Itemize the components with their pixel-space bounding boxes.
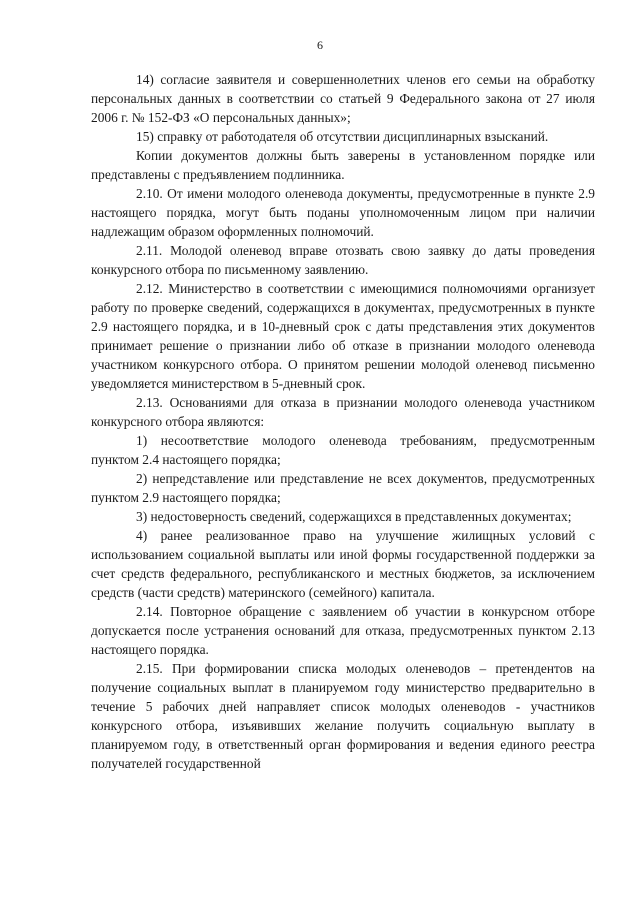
paragraph-copies-note: Копии документов должны быть заверены в установленном порядке или представлены с предъявлением подлинника.: [91, 148, 595, 182]
paragraph-2-14: 2.14. Повторное обращение с заявлением об участии в конкурсном отборе допускается после устранения оснований для отказа, предусмотренных пунктом 2.13 настоящего порядка.: [91, 604, 595, 657]
document-body: [91, 70, 595, 773]
paragraph-2-12: 2.12. Министерство в соответствии с имеющимися полномочиями организует работу по проверке сведений, содержащихся в документах, предусмотренных в пункте 2.9 настоящего порядка, и в 10-дневный срок с даты представления этих документов принимает решение о признании либо об отказе в признании молодого оленевода участником конкурсного отбора. О принятом решении молодой оленевод письменно уведомляется министерством в 5-дневный срок.: [91, 281, 595, 391]
paragraph-item-15: 15) справку от работодателя об отсутствии дисциплинарных взысканий.: [136, 129, 549, 144]
paragraph-item-14: 14) согласие заявителя и совершеннолетних членов его семьи на обработку персональных данных в соответствии со статьей 9 Федерального закона от 27 июля 2006 г. № 152-ФЗ «О персональных данных»;: [91, 72, 595, 125]
paragraph-2-13-item-3: 3) недостоверность сведений, содержащихся в представленных документах;: [136, 509, 572, 524]
paragraph-2-13-item-4: 4) ранее реализованное право на улучшение жилищных условий с использованием социальной выплаты или иной формы государственной поддержки за счет средств федерального, республиканского и местных бюджетов, за исключением средств (части средств) материнского (семейного) капитала.: [91, 528, 595, 600]
paragraph-2-10: 2.10. От имени молодого оленевода документы, предусмотренные в пункте 2.9 настоящего порядка, могут быть поданы уполномоченным лицом при наличии надлежащим образом оформленных полномочий.: [91, 186, 595, 239]
page-number: 6: [317, 38, 323, 52]
paragraph-2-11: 2.11. Молодой оленевод вправе отозвать свою заявку до даты проведения конкурсного отбора по письменному заявлению.: [91, 243, 595, 277]
paragraph-2-13-item-1: 1) несоответствие молодого оленевода требованиям, предусмотренным пунктом 2.4 настоящего порядка;: [91, 433, 595, 467]
paragraph-2-13: 2.13. Основаниями для отказа в признании молодого оленевода участником конкурсного отбора являются:: [91, 395, 595, 429]
paragraph-2-13-item-2: 2) непредставление или представление не всех документов, предусмотренных пунктом 2.9 настоящего порядка;: [91, 471, 595, 505]
paragraph-2-15: 2.15. При формировании списка молодых оленеводов – претендентов на получение социальных выплат в планируемом году министерство предварительно в течение 5 рабочих дней направляет список молодых оленеводов - участников конкурсного отбора, изъявивших желание получить социальную выплату в планируемом году, в ответственный орган формирования и ведения единого реестра получателей государственной: [91, 661, 595, 771]
